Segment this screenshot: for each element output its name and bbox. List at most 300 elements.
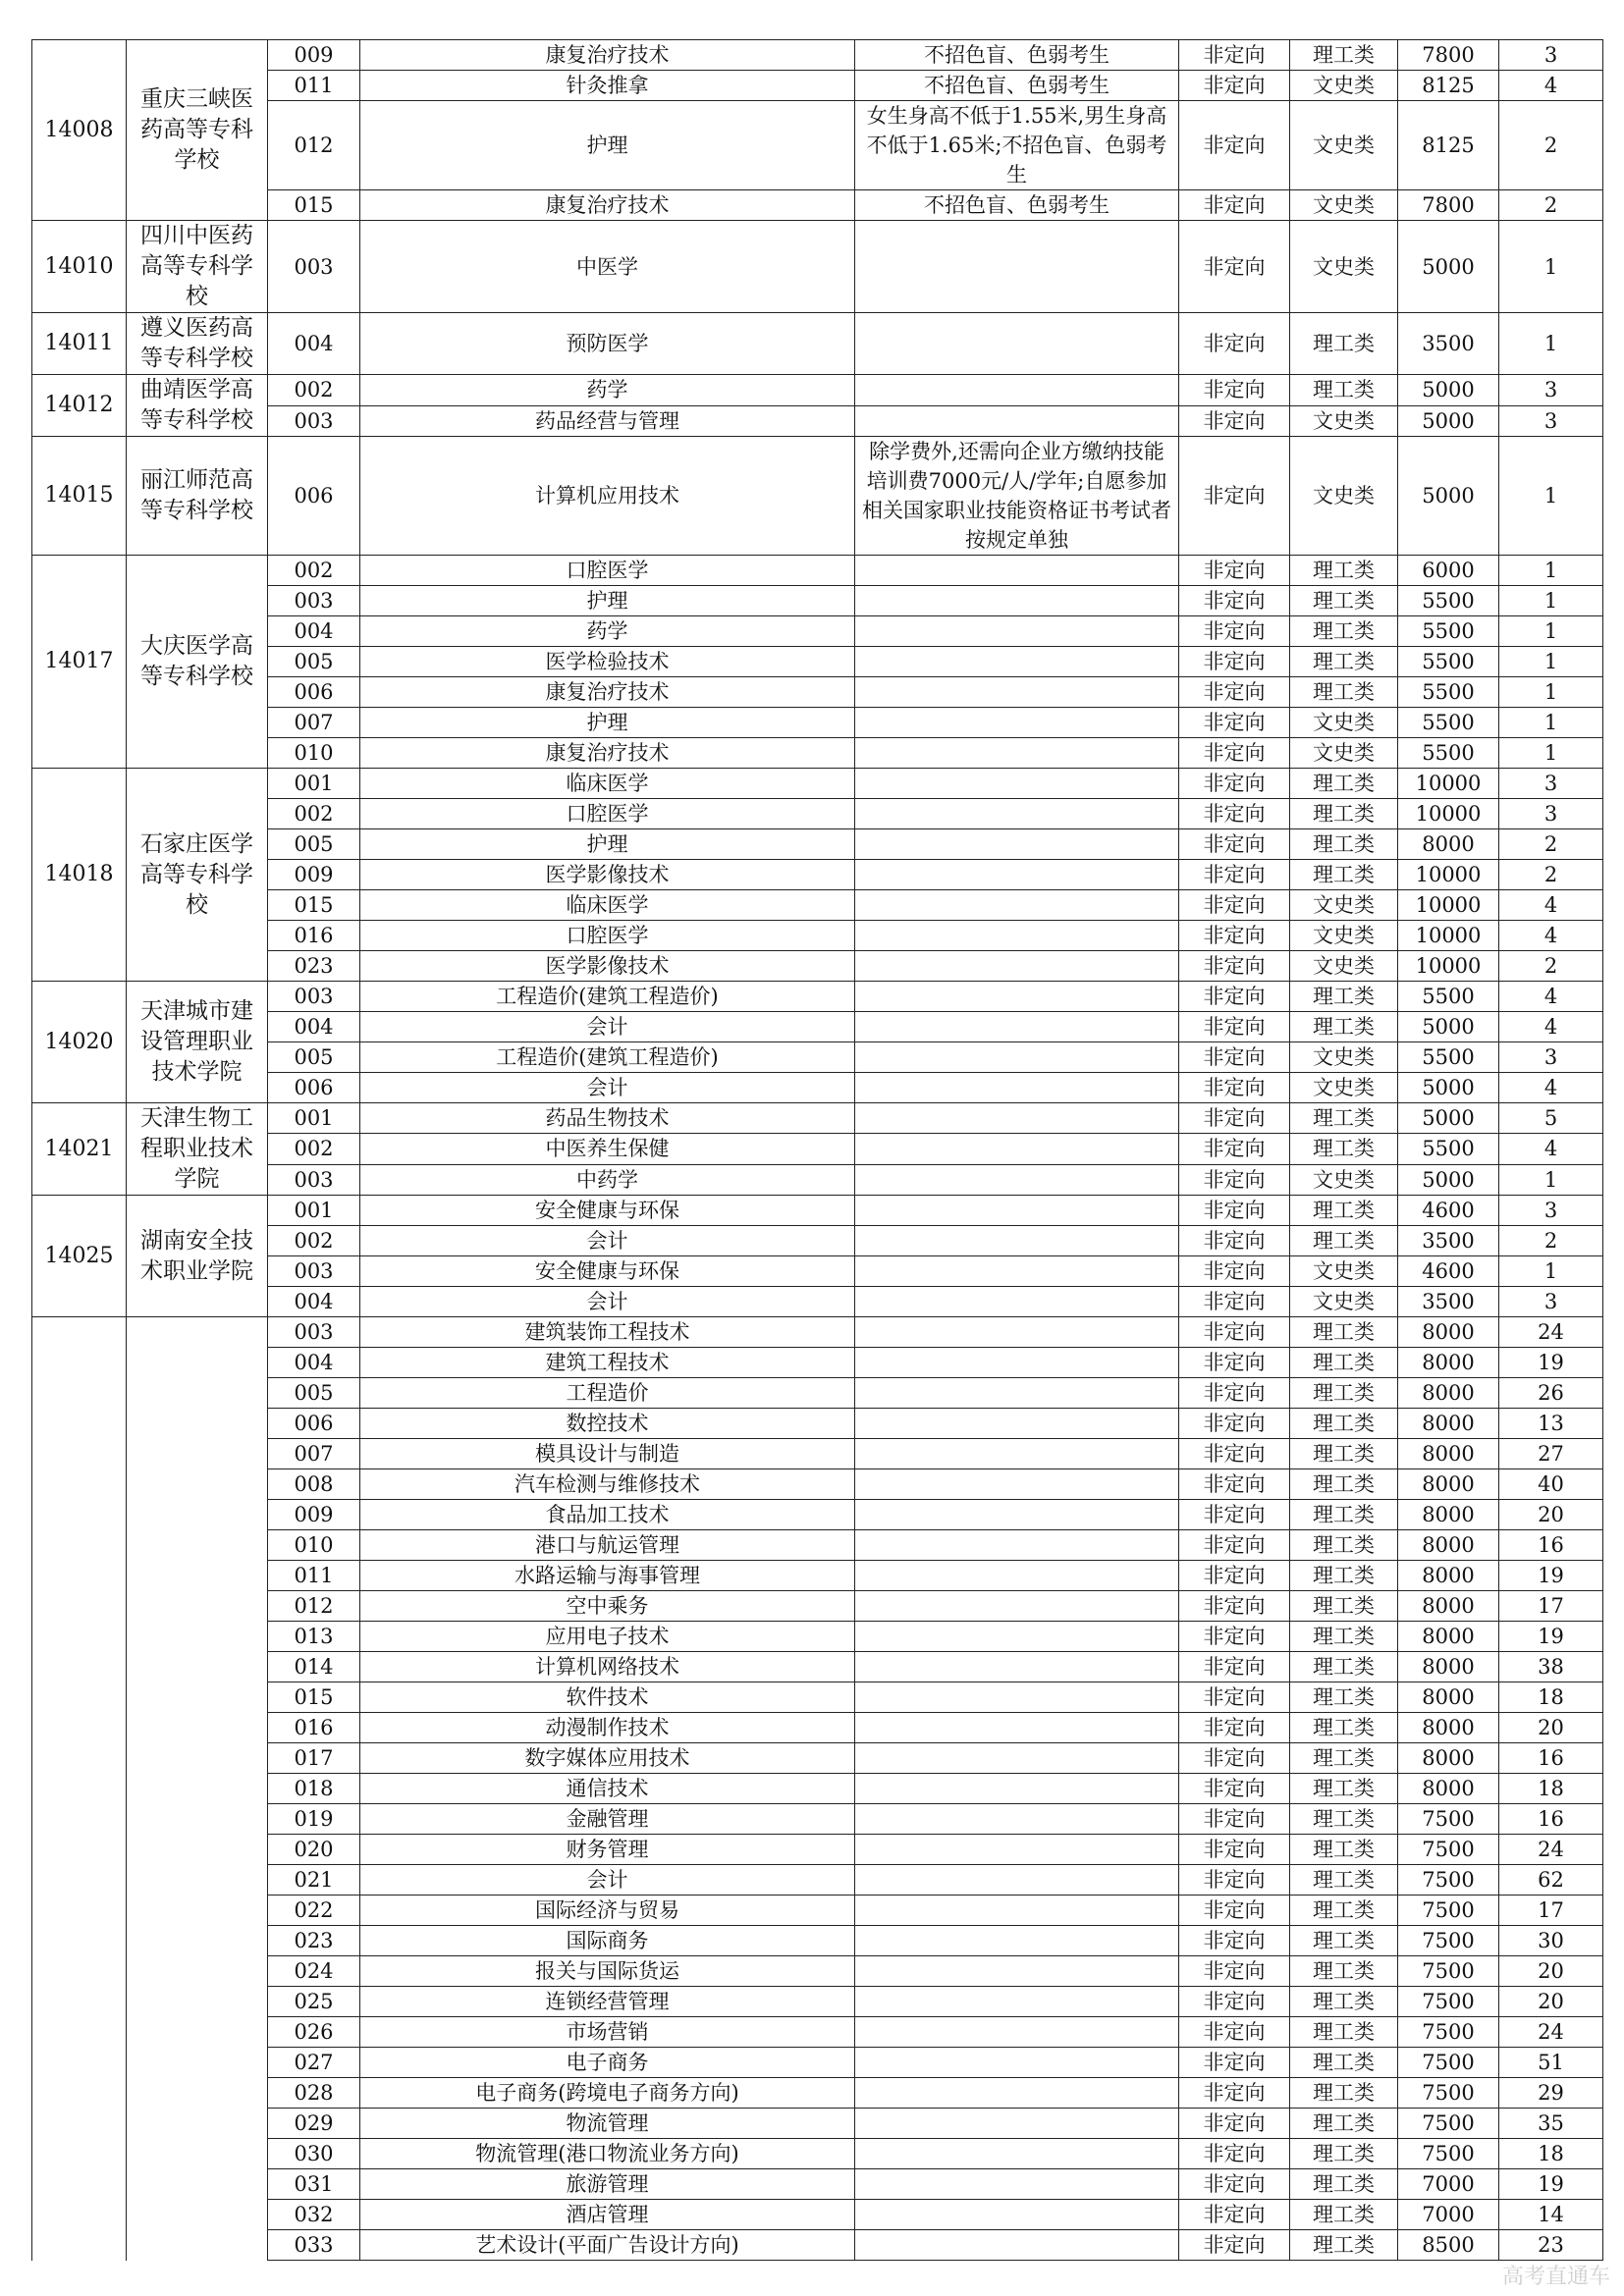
plan-count: 35 [1499,2109,1603,2139]
tuition-fee: 5500 [1398,647,1499,677]
plan-type: 非定向 [1179,2048,1290,2078]
plan-type: 非定向 [1179,1012,1290,1042]
major-name: 金融管理 [360,1804,855,1835]
major-code: 003 [268,982,360,1012]
plan-type: 非定向 [1179,1987,1290,2017]
major-code: 004 [268,1287,360,1317]
major-name: 数字媒体应用技术 [360,1743,855,1774]
table-row [32,1134,1603,1164]
major-name: 针灸推拿 [360,71,855,101]
table-row [32,1439,1603,1469]
major-code: 024 [268,1956,360,1987]
plan-type: 非定向 [1179,738,1290,769]
major-name: 中医学 [360,221,855,313]
tuition-fee: 8000 [1398,1469,1499,1500]
table-row [32,71,1603,101]
subject-category: 理工类 [1290,1134,1398,1164]
subject-category: 理工类 [1290,1226,1398,1256]
tuition-fee: 5000 [1398,437,1499,556]
subject-category: 文史类 [1290,1073,1398,1103]
major-code: 004 [268,1348,360,1378]
major-name: 安全健康与环保 [360,1196,855,1226]
major-name: 模具设计与制造 [360,1439,855,1469]
remark [855,1012,1179,1042]
remark [855,1865,1179,1896]
major-name: 报关与国际货运 [360,1956,855,1987]
subject-category: 文史类 [1290,708,1398,738]
school-code: 14017 [32,556,127,769]
tuition-fee: 8000 [1398,829,1499,860]
plan-count: 3 [1499,769,1603,799]
subject-category: 理工类 [1290,556,1398,586]
plan-count: 3 [1499,1287,1603,1317]
table-row [32,1196,1603,1226]
remark [855,708,1179,738]
remark [855,1835,1179,1865]
major-code: 009 [268,1500,360,1530]
major-name: 会计 [360,1287,855,1317]
plan-count: 20 [1499,1956,1603,1987]
plan-type: 非定向 [1179,1409,1290,1439]
plan-type: 非定向 [1179,190,1290,221]
major-name: 应用电子技术 [360,1622,855,1652]
table-row [32,2139,1603,2169]
tuition-fee: 5000 [1398,405,1499,437]
major-name: 旅游管理 [360,2169,855,2200]
school-code: 14015 [32,437,127,556]
subject-category: 文史类 [1290,101,1398,190]
subject-category: 理工类 [1290,2109,1398,2139]
tuition-fee: 7500 [1398,1865,1499,1896]
plan-type: 非定向 [1179,1530,1290,1561]
remark [855,1348,1179,1378]
plan-count: 1 [1499,616,1603,647]
table-row [32,982,1603,1012]
plan-count: 2 [1499,951,1603,982]
school-code: 14018 [32,769,127,982]
tuition-fee: 8000 [1398,1561,1499,1591]
table-row [32,1469,1603,1500]
major-name: 会计 [360,1226,855,1256]
major-code: 008 [268,1469,360,1500]
remark [855,799,1179,829]
plan-count: 40 [1499,1469,1603,1500]
remark [855,1378,1179,1409]
major-name: 工程造价(建筑工程造价) [360,1042,855,1073]
remark [855,1774,1179,1804]
remark [855,2139,1179,2169]
table-row [32,1926,1603,1956]
plan-count: 1 [1499,708,1603,738]
subject-category: 文史类 [1290,405,1398,437]
table-row [32,2048,1603,2078]
subject-category: 理工类 [1290,1682,1398,1713]
plan-count: 20 [1499,1500,1603,1530]
plan-type: 非定向 [1179,890,1290,921]
table-row [32,1226,1603,1256]
remark [855,1287,1179,1317]
plan-count: 4 [1499,71,1603,101]
remark [855,1652,1179,1682]
plan-type: 非定向 [1179,921,1290,951]
major-code: 010 [268,1530,360,1561]
school-name: 重庆三峡医药高等专科学校 [127,40,268,221]
table-row [32,221,1603,313]
table-row [32,1774,1603,1804]
major-code: 011 [268,71,360,101]
school-name: 天津生物工程职业技术学院 [127,1103,268,1196]
plan-type: 非定向 [1179,2078,1290,2109]
major-code: 025 [268,1987,360,2017]
subject-category: 理工类 [1290,375,1398,406]
remark [855,1561,1179,1591]
plan-type: 非定向 [1179,1652,1290,1682]
remark [855,2169,1179,2200]
tuition-fee: 7500 [1398,1835,1499,1865]
major-code: 026 [268,2017,360,2048]
subject-category: 理工类 [1290,677,1398,708]
remark [855,860,1179,890]
tuition-fee: 7800 [1398,190,1499,221]
subject-category: 理工类 [1290,1804,1398,1835]
remark: 不招色盲、色弱考生 [855,190,1179,221]
school-code: 14021 [32,1103,127,1196]
major-code: 001 [268,769,360,799]
table-row [32,1042,1603,1073]
table-row [32,2109,1603,2139]
table-row [32,1652,1603,1682]
major-name: 安全健康与环保 [360,1256,855,1287]
tuition-fee: 7000 [1398,2200,1499,2230]
subject-category: 理工类 [1290,1348,1398,1378]
plan-count: 4 [1499,890,1603,921]
remark [855,951,1179,982]
major-code: 002 [268,375,360,406]
subject-category: 理工类 [1290,1439,1398,1469]
tuition-fee: 7500 [1398,2017,1499,2048]
major-name: 药学 [360,375,855,406]
plan-type: 非定向 [1179,313,1290,375]
plan-count: 3 [1499,375,1603,406]
remark [855,2048,1179,2078]
major-code: 005 [268,829,360,860]
school-name: 湖南安全技术职业学院 [127,1196,268,1317]
major-name: 计算机应用技术 [360,437,855,556]
tuition-fee: 7500 [1398,1987,1499,2017]
remark [855,1196,1179,1226]
plan-count: 2 [1499,190,1603,221]
table-row [32,1682,1603,1713]
subject-category: 文史类 [1290,921,1398,951]
major-code: 004 [268,313,360,375]
remark [855,1103,1179,1134]
major-code: 010 [268,738,360,769]
tuition-fee: 3500 [1398,1226,1499,1256]
remark [855,313,1179,375]
table-row [32,1896,1603,1926]
remark [855,1439,1179,1469]
plan-type: 非定向 [1179,405,1290,437]
table-row [32,190,1603,221]
remark [855,1256,1179,1287]
major-code: 011 [268,1561,360,1591]
subject-category: 理工类 [1290,1469,1398,1500]
remark [855,1042,1179,1073]
table-row [32,1073,1603,1103]
remark [855,375,1179,406]
tuition-fee: 8000 [1398,1652,1499,1682]
plan-count: 4 [1499,1012,1603,1042]
table-row [32,769,1603,799]
table-row [32,1713,1603,1743]
tuition-fee: 7500 [1398,2109,1499,2139]
table-row [32,1012,1603,1042]
plan-count: 2 [1499,1226,1603,1256]
tuition-fee: 5000 [1398,221,1499,313]
major-name: 临床医学 [360,890,855,921]
major-name: 护理 [360,101,855,190]
plan-count: 4 [1499,921,1603,951]
remark [855,2200,1179,2230]
major-name: 国际商务 [360,1926,855,1956]
major-name: 中医养生保健 [360,1134,855,1164]
major-name: 数控技术 [360,1409,855,1439]
major-code: 002 [268,799,360,829]
plan-type: 非定向 [1179,101,1290,190]
plan-count: 62 [1499,1865,1603,1896]
major-code: 015 [268,890,360,921]
plan-count: 3 [1499,405,1603,437]
subject-category: 理工类 [1290,1012,1398,1042]
subject-category: 理工类 [1290,2017,1398,2048]
plan-type: 非定向 [1179,556,1290,586]
remark [855,769,1179,799]
tuition-fee: 8000 [1398,1500,1499,1530]
table-row [32,1561,1603,1591]
major-code: 006 [268,1073,360,1103]
major-name: 会计 [360,1012,855,1042]
remark [855,1317,1179,1348]
subject-category: 理工类 [1290,2200,1398,2230]
plan-type: 非定向 [1179,1439,1290,1469]
major-code: 003 [268,405,360,437]
plan-type: 非定向 [1179,1134,1290,1164]
table-row [32,101,1603,190]
plan-count: 16 [1499,1804,1603,1835]
plan-type: 非定向 [1179,708,1290,738]
table-row [32,40,1603,71]
table-row [32,405,1603,437]
major-code: 004 [268,616,360,647]
remark [855,1469,1179,1500]
plan-count: 24 [1499,1317,1603,1348]
major-code: 009 [268,860,360,890]
table-row [32,1348,1603,1378]
remark [855,890,1179,921]
major-code: 014 [268,1652,360,1682]
major-name: 康复治疗技术 [360,40,855,71]
major-code: 001 [268,1196,360,1226]
tuition-fee: 10000 [1398,890,1499,921]
school-name: 天津城市建设管理职业技术学院 [127,982,268,1103]
tuition-fee: 8000 [1398,1378,1499,1409]
table-row [32,2169,1603,2200]
school-code: 14012 [32,375,127,437]
major-name: 电子商务(跨境电子商务方向) [360,2078,855,2109]
tuition-fee: 7500 [1398,2078,1499,2109]
major-code: 002 [268,556,360,586]
major-name: 护理 [360,829,855,860]
major-name: 会计 [360,1073,855,1103]
plan-count: 1 [1499,586,1603,616]
plan-type: 非定向 [1179,2169,1290,2200]
table-row [32,647,1603,677]
remark [855,2078,1179,2109]
major-code: 006 [268,677,360,708]
tuition-fee: 7500 [1398,1804,1499,1835]
tuition-fee: 7000 [1398,2169,1499,2200]
plan-type: 非定向 [1179,1743,1290,1774]
remark [855,405,1179,437]
major-name: 临床医学 [360,769,855,799]
table-row [32,1956,1603,1987]
remark [855,647,1179,677]
plan-type: 非定向 [1179,2230,1290,2261]
subject-category: 文史类 [1290,738,1398,769]
plan-type: 非定向 [1179,860,1290,890]
plan-type: 非定向 [1179,1622,1290,1652]
table-row [32,677,1603,708]
major-code: 001 [268,1103,360,1134]
major-code: 003 [268,586,360,616]
tuition-fee: 5500 [1398,586,1499,616]
major-name: 建筑装饰工程技术 [360,1317,855,1348]
table-row [32,437,1603,556]
subject-category: 理工类 [1290,982,1398,1012]
major-code: 017 [268,1743,360,1774]
enrollment-plan-sheet [31,39,1602,2261]
major-code: 005 [268,1378,360,1409]
subject-category: 理工类 [1290,1865,1398,1896]
table-row [32,890,1603,921]
plan-type: 非定向 [1179,1500,1290,1530]
plan-type: 非定向 [1179,1469,1290,1500]
remark [855,921,1179,951]
table-row [32,313,1603,375]
plan-type: 非定向 [1179,677,1290,708]
subject-category: 文史类 [1290,1042,1398,1073]
table-row [32,1164,1603,1195]
remark: 不招色盲、色弱考生 [855,40,1179,71]
subject-category: 文史类 [1290,221,1398,313]
subject-category: 理工类 [1290,1103,1398,1134]
subject-category: 理工类 [1290,799,1398,829]
plan-count: 19 [1499,1622,1603,1652]
table-row [32,2200,1603,2230]
major-name: 康复治疗技术 [360,738,855,769]
subject-category: 理工类 [1290,1713,1398,1743]
table-row [32,951,1603,982]
subject-category: 理工类 [1290,769,1398,799]
remark: 女生身高不低于1.55米,男生身高不低于1.65米;不招色盲、色弱考生 [855,101,1179,190]
subject-category: 理工类 [1290,1561,1398,1591]
major-name: 空中乘务 [360,1591,855,1622]
table-row [32,1317,1603,1348]
plan-type: 非定向 [1179,1774,1290,1804]
subject-category: 理工类 [1290,313,1398,375]
major-name: 软件技术 [360,1682,855,1713]
plan-type: 非定向 [1179,71,1290,101]
tuition-fee: 8000 [1398,1622,1499,1652]
table-row [32,799,1603,829]
plan-count: 24 [1499,2017,1603,2048]
subject-category: 理工类 [1290,1774,1398,1804]
plan-count: 1 [1499,313,1603,375]
table-row [32,860,1603,890]
subject-category: 文史类 [1290,1287,1398,1317]
subject-category: 理工类 [1290,1500,1398,1530]
table-row [32,1409,1603,1439]
remark [855,982,1179,1012]
tuition-fee: 8500 [1398,2230,1499,2261]
major-code: 032 [268,2200,360,2230]
table-row [32,1378,1603,1409]
plan-count: 29 [1499,2078,1603,2109]
plan-type: 非定向 [1179,40,1290,71]
major-code: 033 [268,2230,360,2261]
major-name: 物流管理(港口物流业务方向) [360,2139,855,2169]
plan-count: 24 [1499,1835,1603,1865]
plan-count: 3 [1499,799,1603,829]
plan-count: 4 [1499,982,1603,1012]
plan-type: 非定向 [1179,1896,1290,1926]
major-name: 中药学 [360,1164,855,1195]
plan-type: 非定向 [1179,1956,1290,1987]
tuition-fee: 8000 [1398,1743,1499,1774]
major-name: 艺术设计(平面广告设计方向) [360,2230,855,2261]
plan-type: 非定向 [1179,437,1290,556]
subject-category: 理工类 [1290,1530,1398,1561]
table-row [32,1103,1603,1134]
table-row [32,556,1603,586]
major-name: 市场营销 [360,2017,855,2048]
subject-category: 理工类 [1290,2078,1398,2109]
major-name: 康复治疗技术 [360,190,855,221]
plan-count: 26 [1499,1378,1603,1409]
remark [855,2230,1179,2261]
major-code: 016 [268,1713,360,1743]
school-code: 14020 [32,982,127,1103]
table-row [32,1865,1603,1896]
remark [855,1073,1179,1103]
subject-category: 文史类 [1290,890,1398,921]
major-name: 财务管理 [360,1835,855,1865]
remark [855,1591,1179,1622]
school-code: 14010 [32,221,127,313]
plan-count: 13 [1499,1409,1603,1439]
table-row [32,1743,1603,1774]
table-row [32,1987,1603,2017]
table-row [32,1622,1603,1652]
plan-type: 非定向 [1179,1713,1290,1743]
school-name: 曲靖医学高等专科学校 [127,375,268,437]
plan-count: 17 [1499,1896,1603,1926]
plan-type: 非定向 [1179,1591,1290,1622]
remark [855,1743,1179,1774]
tuition-fee: 5000 [1398,1012,1499,1042]
plan-count: 2 [1499,829,1603,860]
table-row [32,708,1603,738]
